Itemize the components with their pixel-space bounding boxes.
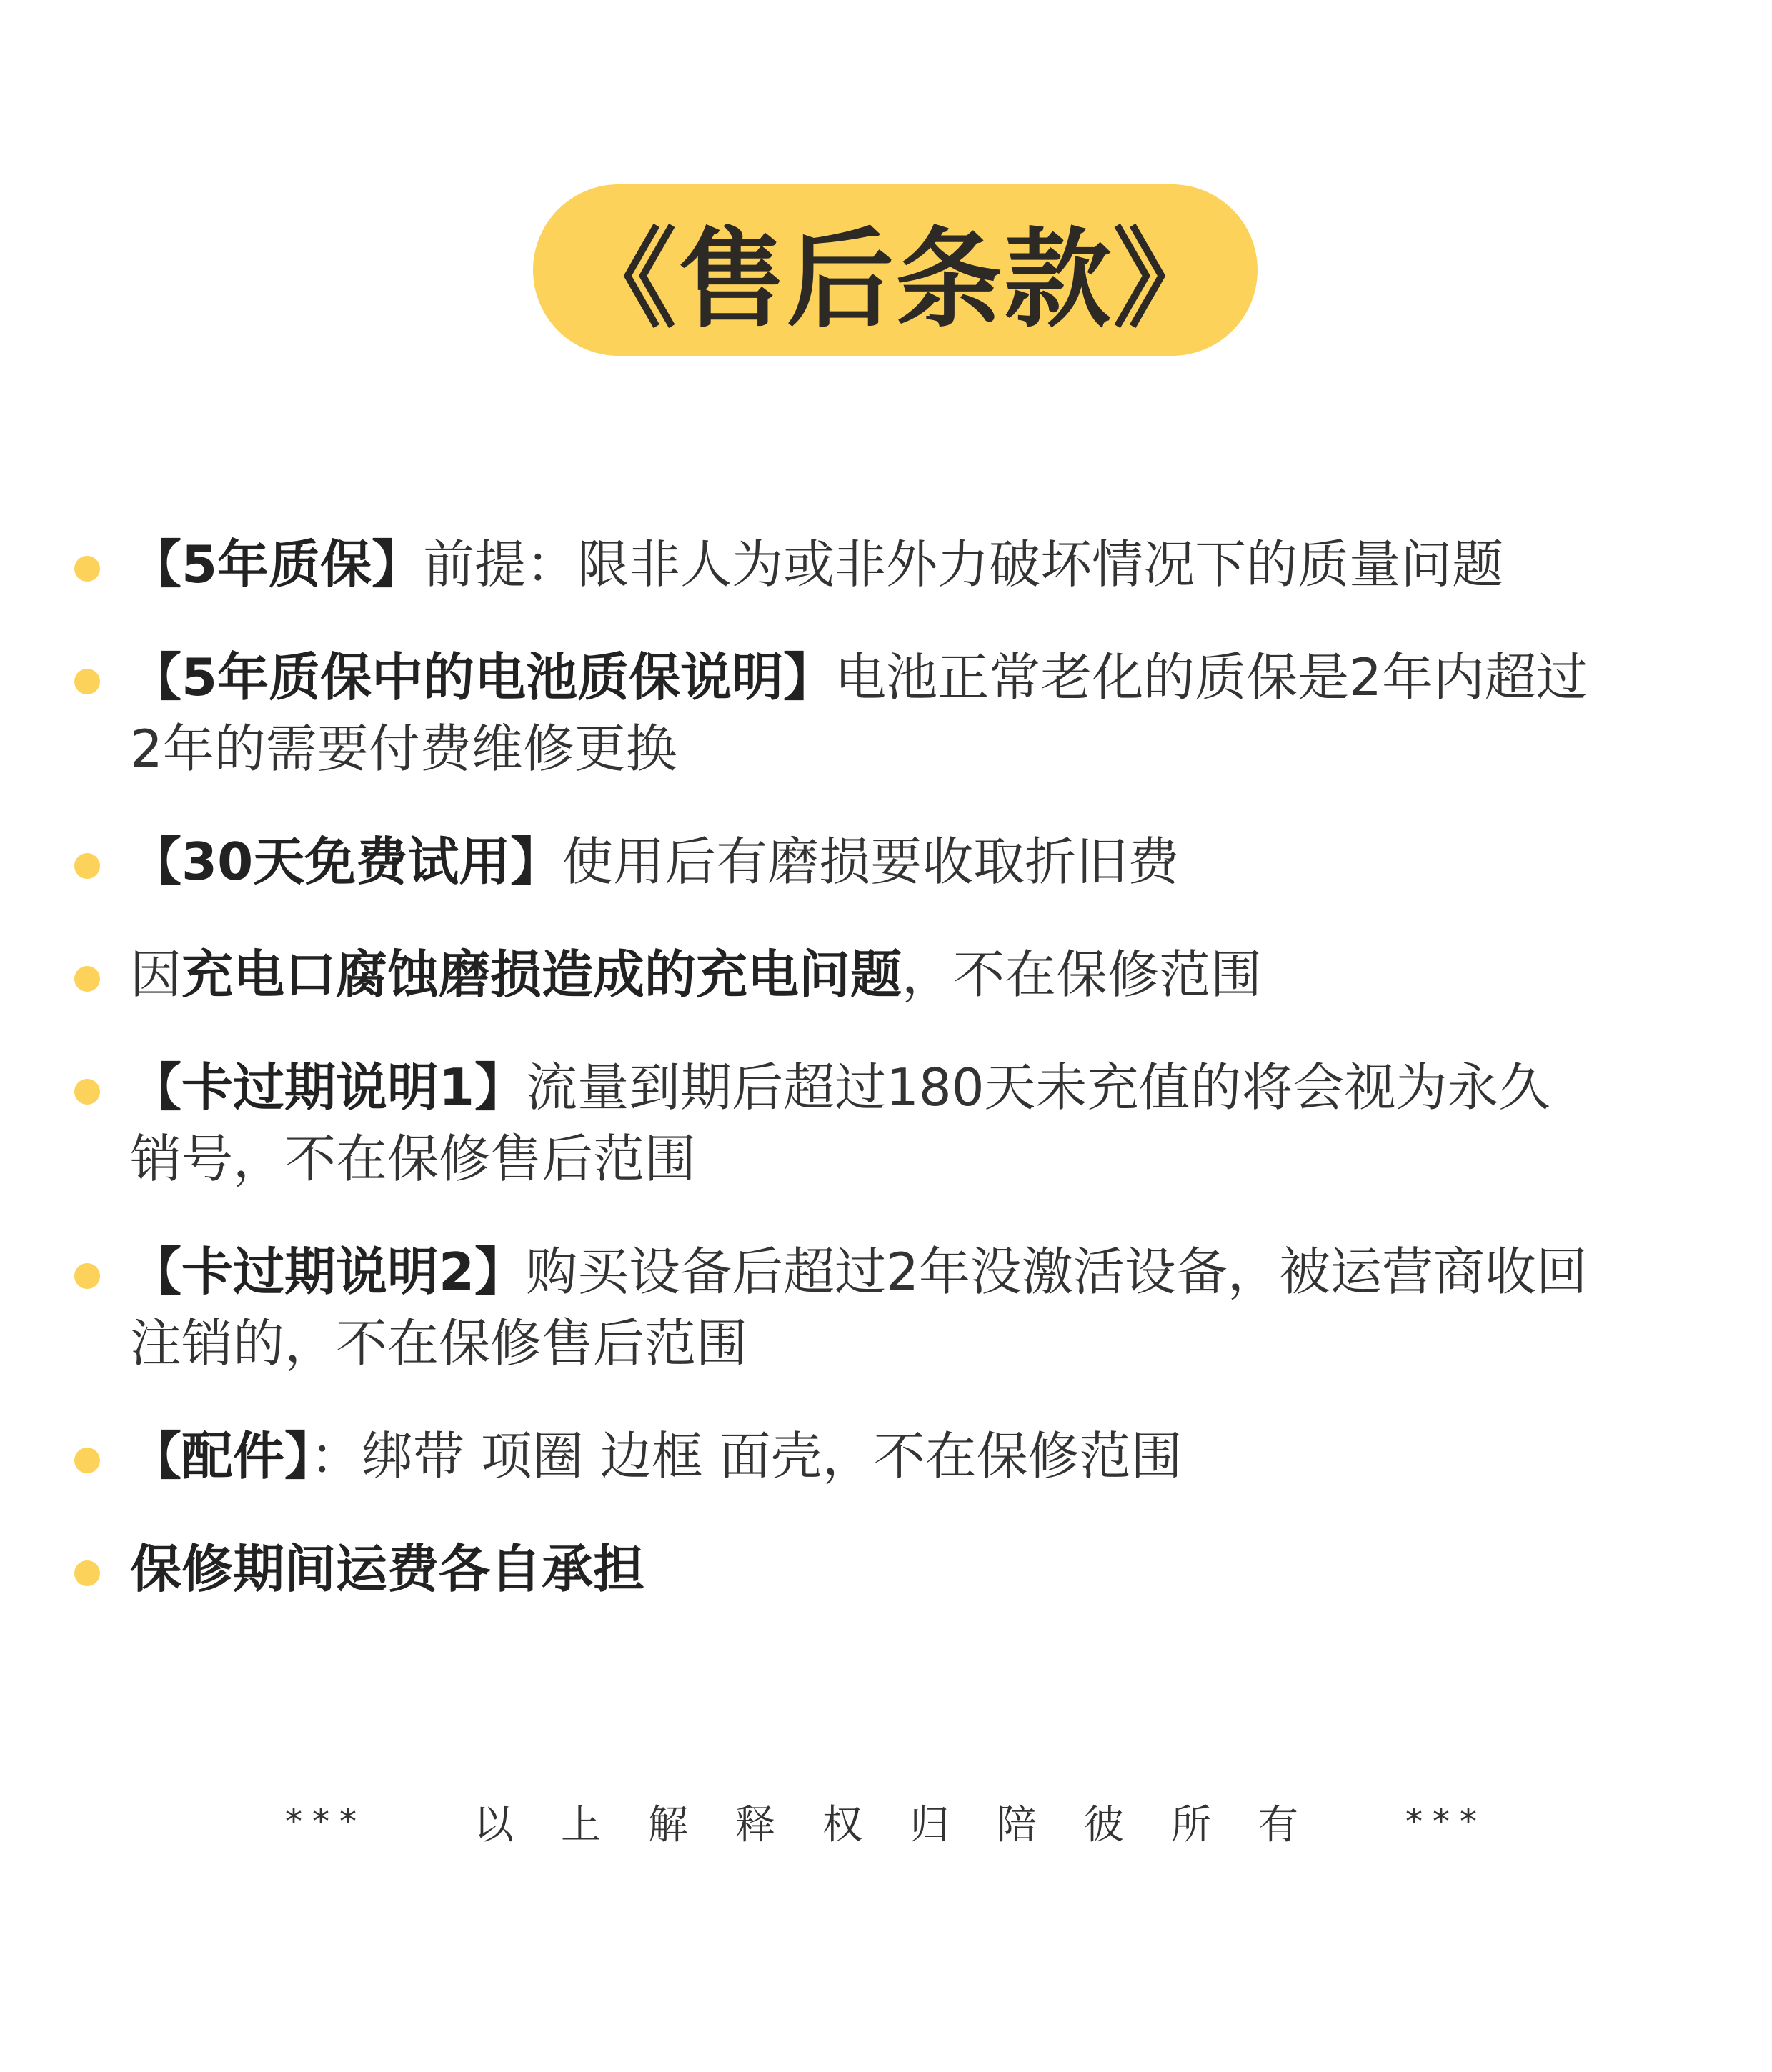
bullet-dot-icon [74,966,100,992]
page-title: 《售后条款》 [569,218,1221,342]
term-text: ，不在保修范围 [902,945,1263,1005]
term-text: ：绑带 项圈 边框 面壳，不在保修范围 [310,1426,1183,1486]
term-item-free-trial [71,826,1601,897]
term-heading: 【配件】 [130,1426,311,1486]
bullet-dot-icon [74,669,100,694]
term-item-warranty [71,529,1601,600]
bullet-dot-icon [74,1560,100,1586]
footer-disclaimer [0,1786,1772,1858]
term-item-card-expiry-1 [71,1052,1601,1195]
term-item-battery [71,642,1601,785]
title-banner [533,184,1258,356]
term-heading: 【卡过期说明1】 [130,1057,527,1117]
footer-stars-left: *** [285,1802,367,1842]
bullet-dot-icon [74,556,100,582]
term-text-prefix: 因 [130,945,182,1005]
term-emphasis: 充电口腐蚀磨损造成的充电问题 [181,945,902,1005]
term-emphasis: 保修期间运费各自承担 [130,1539,645,1599]
term-heading: 【30天免费试用】 [130,832,562,892]
term-heading: 【5年质保】 [130,534,424,594]
bullet-dot-icon [74,1079,100,1105]
term-text: 使用后有磨损要收取折旧费 [562,832,1180,892]
term-item-accessories [71,1420,1601,1492]
terms-list [71,529,1601,1646]
term-heading: 【卡过期说明2】 [130,1242,527,1302]
bullet-dot-icon [74,1448,100,1473]
footer-stars-right: *** [1405,1802,1487,1842]
term-item-charging-port [71,939,1601,1010]
term-text: 前提：限非人为或非外力破坏情况下的质量问题 [423,534,1504,594]
term-item-card-expiry-2 [71,1236,1601,1379]
term-heading: 【5年质保中的电池质保说明】 [130,647,835,707]
term-text: 电池正常老化的质保是2年内超过2年的需要付费维修更换 [130,647,1588,779]
bullet-dot-icon [74,853,100,879]
term-text: 购买设备后超过2年没激活设备，被运营商收回注销的，不在保修售后范围 [130,1242,1588,1373]
footer-text: 以上解释权归陪彼所有 [474,1802,1345,1848]
bullet-dot-icon [74,1263,100,1289]
term-text: 流量到期后超过180天未充值的将会视为永久销号，不在保修售后范围 [130,1057,1550,1189]
term-item-shipping [71,1533,1601,1605]
